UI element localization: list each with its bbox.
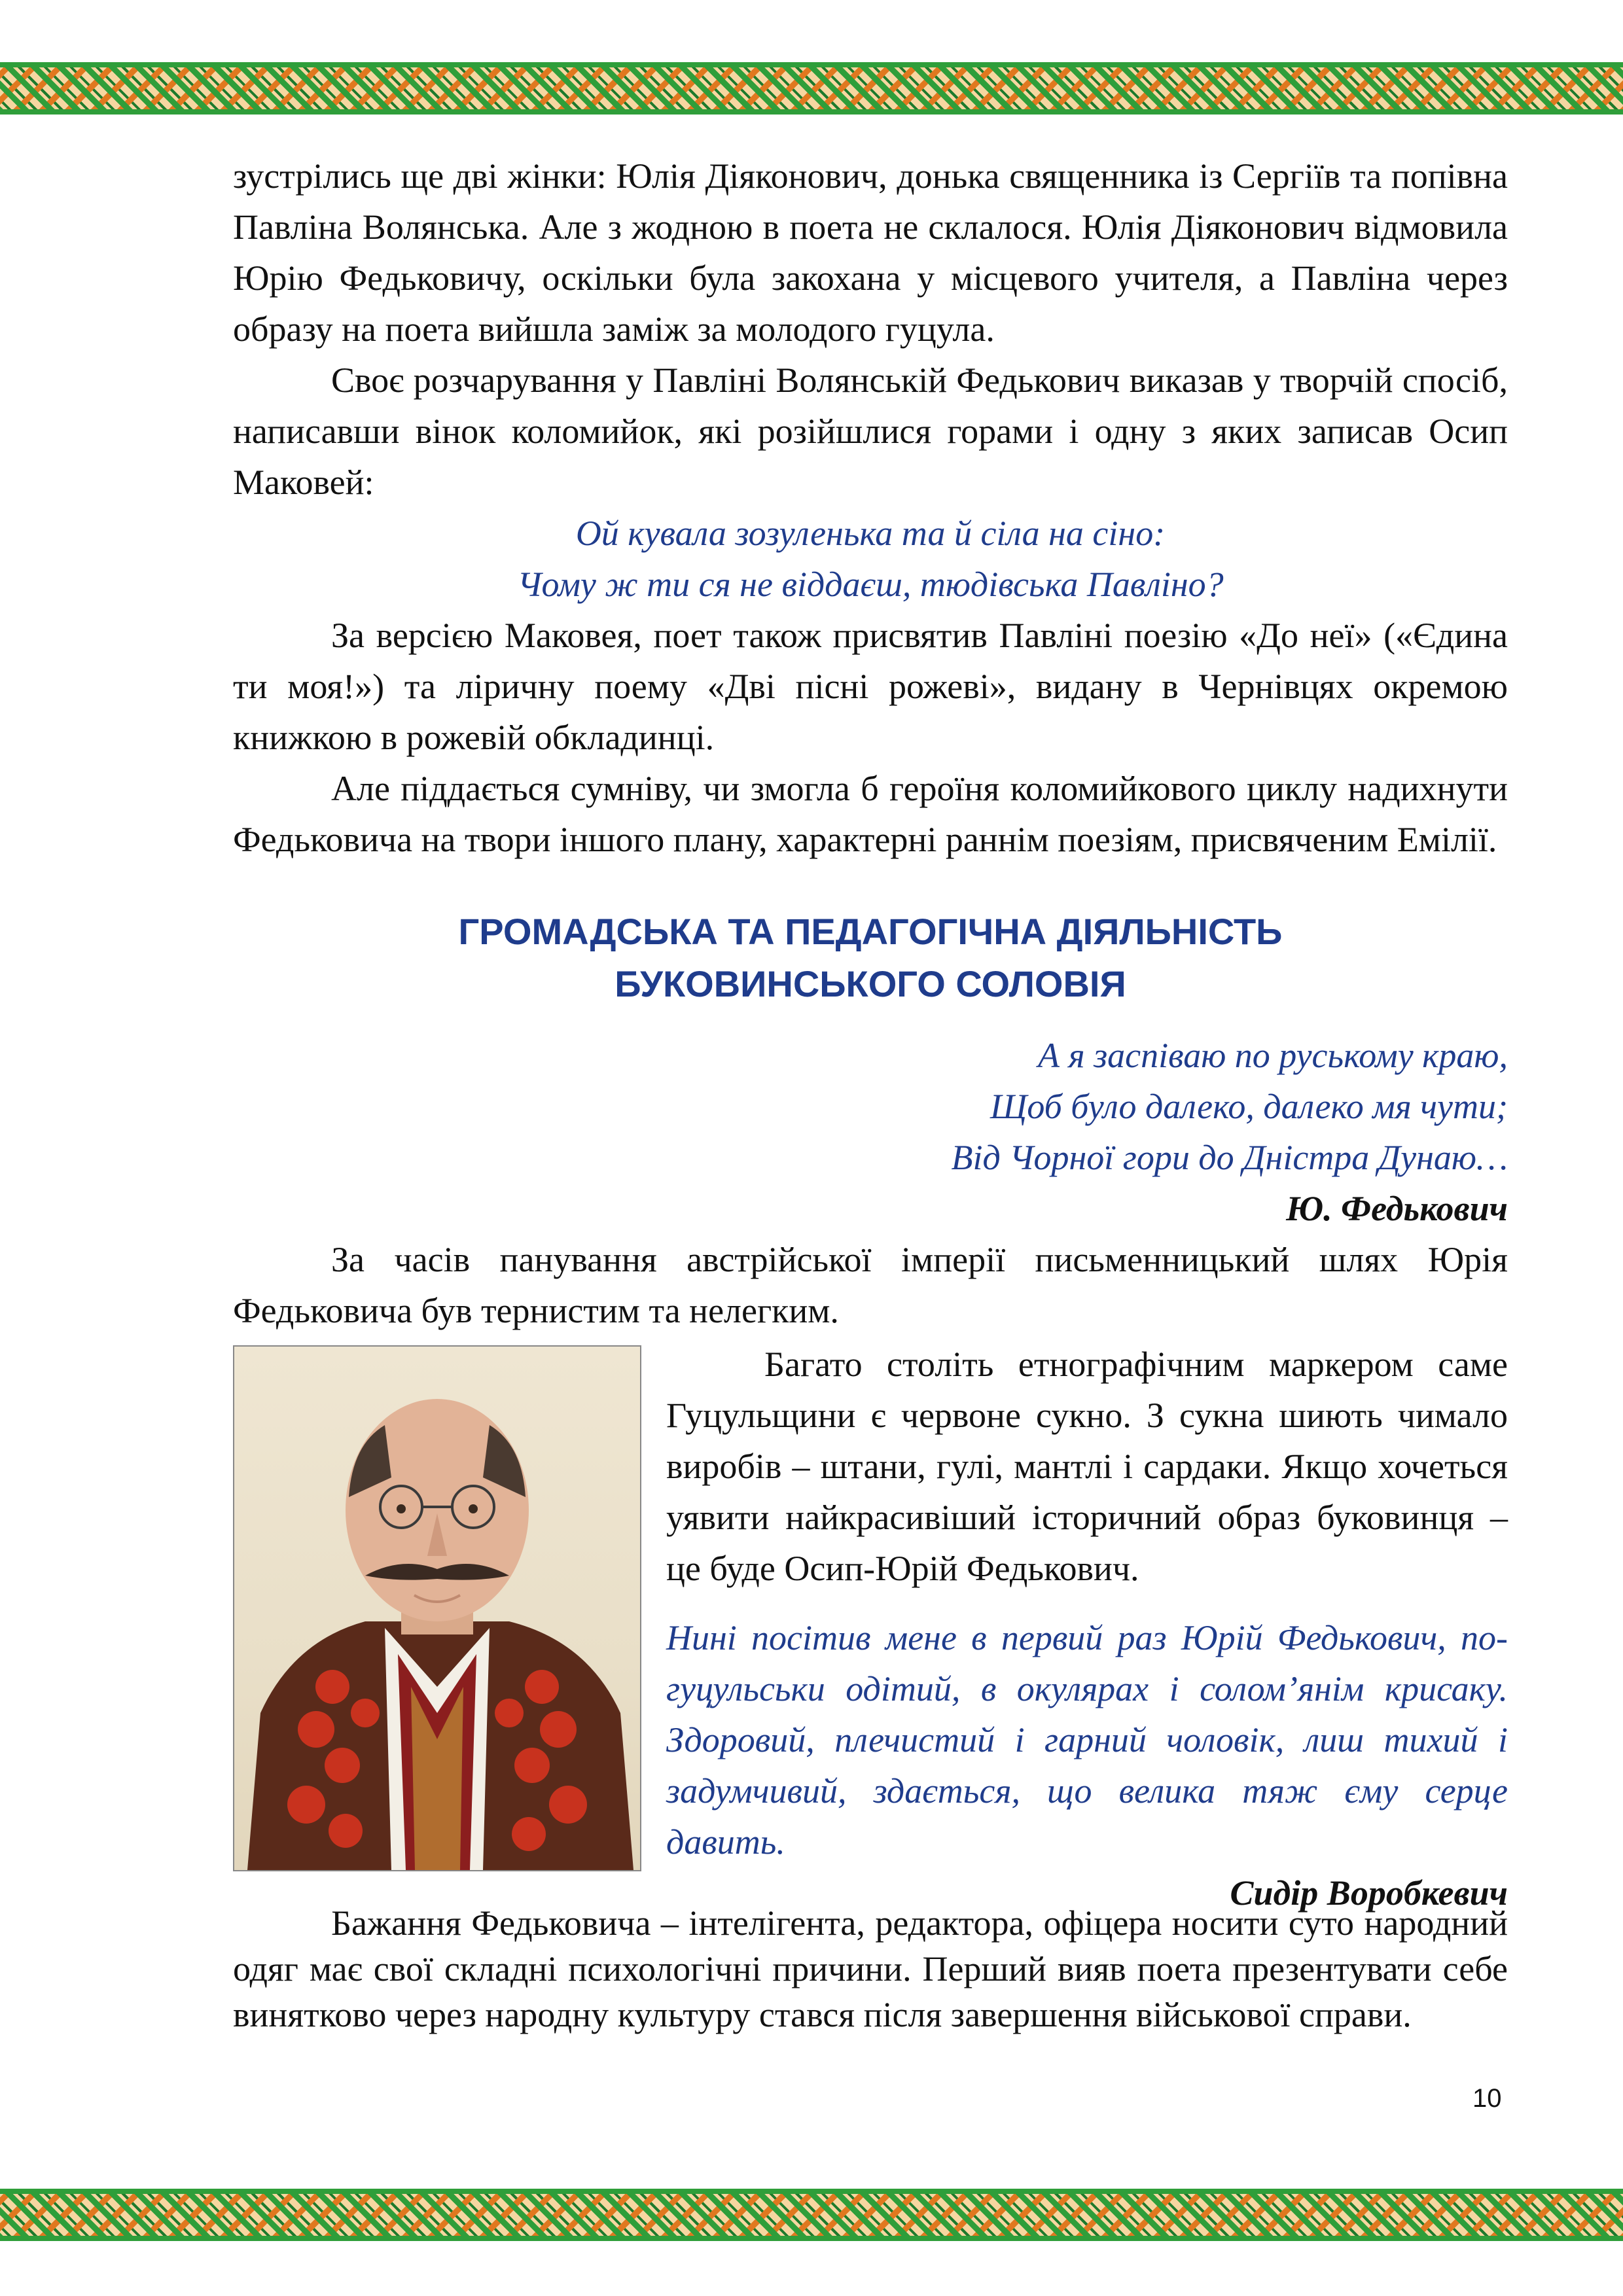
epigraph-line: Від Чорної гори до Дністра Дунаю…	[951, 1138, 1508, 1177]
page-content	[233, 150, 1508, 2038]
verse-line: Чому ж ти ся не віддаєш, тюдівська Павліно?	[517, 565, 1224, 604]
paragraph: Бажання Федьковича – інтелігента, редактора, офіцера носити суто народний одяг має свої складні психологічні причини. Перший вияв поета презентувати себе винятково через народну культуру стався після завершення військової справи.	[233, 1903, 1508, 2034]
portrait-illustration	[234, 1347, 640, 1870]
portrait-image	[233, 1345, 641, 1871]
quote-text: Нині посітив мене в первий раз Юрій Федькович, по-гуцульськи одітий, в окулярах і солом’янім крисаку. Здоровий, плечистий і гарний чоловік, лиш тихий і задумчивий, здається, що велика тяж єму серце давить.	[666, 1618, 1508, 1862]
epigraph	[233, 1030, 1508, 1234]
paragraph: Багато століть етнографічним маркером саме Гуцульщини є червоне сукно. З сукна шиють чимало виробів – штани, гулі, мантлі і сардаки. Якщо хочеться уявити найкрасивіший історичний образ буковинця – це буде Осип-Юрій Федькович.	[666, 1345, 1508, 1588]
epigraph-line: Щоб було далеко, далеко мя чути;	[990, 1087, 1508, 1126]
verse-line: Ой кувала зозуленька та й сіла на сіно:	[575, 514, 1166, 553]
epigraph-line: А я заспіваю по руському краю,	[1038, 1036, 1508, 1075]
heading-line: БУКОВИНСЬКОГО СОЛОВІЯ	[615, 963, 1126, 1004]
section-heading	[233, 906, 1508, 1010]
paragraph: зустрілись ще дві жінки: Юлія Діяконович, донька священника із Сергіїв та попівна Павліна Волянська. Але з жодною в поета не склалося. Юлія Діяконович відмовила Юрію Федьковичу, оскільки була закохана у місцевого учителя, а Павліна через образу на поета вийшла заміж за молодого гуцула.	[233, 156, 1508, 349]
quote-author: Сидір Воробкевич	[1230, 1873, 1508, 1913]
ornament-border-bottom	[0, 2189, 1623, 2241]
paragraph: Але піддається сумніву, чи змогла б героїня коломийкового циклу надихнути Федьковича на твори іншого плану, характерні раннім поезіям, присвяченим Емілії.	[233, 769, 1508, 859]
paragraph: За часів панування австрійської імперії письменницький шлях Юрія Федьковича був тернистим та нелегким.	[233, 1240, 1508, 1330]
ornament-border-top	[0, 62, 1623, 115]
epigraph-author: Ю. Федькович	[1286, 1189, 1508, 1228]
heading-line: ГРОМАДСЬКА ТА ПЕДАГОГІЧНА ДІЯЛЬНІСТЬ	[458, 911, 1283, 952]
portrait-section	[233, 1339, 1508, 1913]
side-text	[666, 1339, 1508, 1918]
paragraph: За версією Маковея, поет також присвятив Павліні поезію «До неї» («Єдина ти моя!») та ліричну поему «Дві пісні рожеві», видану в Чернівцях окремою книжкою в рожевій обкладинці.	[233, 616, 1508, 757]
paragraph: Своє розчарування у Павліні Волянській Федькович виказав у творчій спосіб, написавши вінок коломийок, які розійшлися горами і одну з яких записав Осип Маковей:	[233, 361, 1508, 502]
page-number: 10	[1472, 2084, 1502, 2113]
